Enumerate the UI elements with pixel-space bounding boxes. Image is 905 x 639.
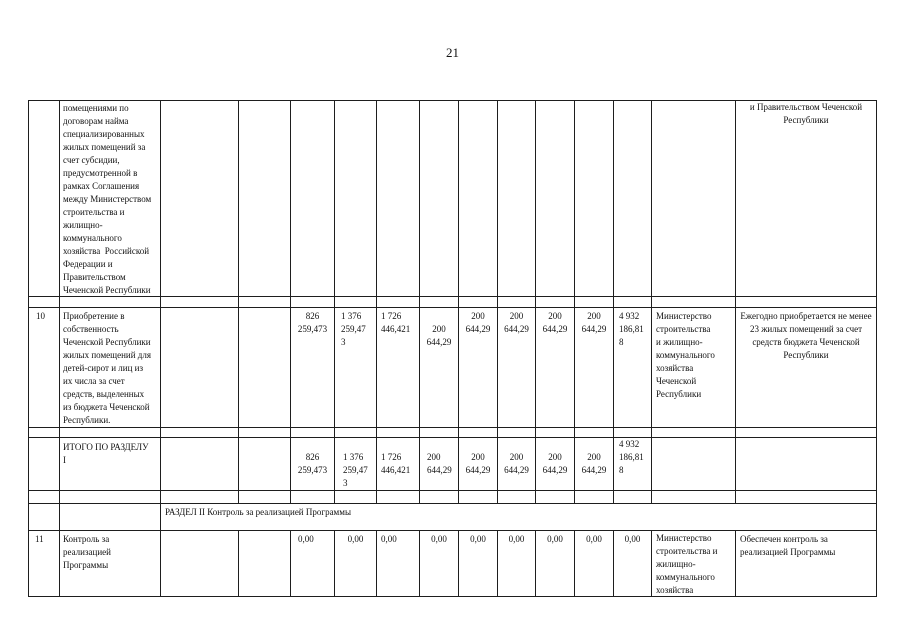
spacer-cell [291,428,334,437]
spacer-cell [652,297,735,307]
description-cell: Приобретение в собственность Чеченской Республики жилых помещений для детей-сирот и лиц из их числа за счет средств, выделенных из бюджета Чеченской Республики. [60,308,160,427]
empty-cell [614,101,651,296]
empty-cell [29,504,59,530]
spacer-cell [536,297,574,307]
amount-cell: 200 644,29 [498,308,535,427]
spacer-cell [291,297,334,307]
amount-cell: 200 644,29 [575,308,613,427]
empty-cell [29,101,59,296]
total-amount-cell: 4 932 186,81 8 [614,308,651,427]
amount-cell: 0,00 [420,531,458,596]
spacer-cell [614,297,651,307]
description-cell: Контроль за реализацией Программы [60,531,160,596]
spacer-cell [161,297,238,307]
row-number: 10 [29,308,59,427]
spacer-cell [377,297,419,307]
amount-cell: 0,00 [536,531,574,596]
amount-cell: 200 644,29 [459,438,497,490]
spacer-cell [60,491,160,503]
executor-cell: Министерство строительства и жилищно- коммунального хозяйства Чеченской Республики [652,308,735,427]
amount-cell: 200 644,29 [420,438,458,490]
spacer-cell [459,428,497,437]
spacer-cell [335,297,376,307]
spacer-cell [459,297,497,307]
empty-cell [335,101,376,296]
amount-cell: 200 644,29 [420,308,458,427]
amount-cell: 826 259,473 [291,438,334,490]
amount-cell: 0,00 [575,531,613,596]
spacer-cell [161,428,238,437]
spacer-cell [420,491,458,503]
amount-cell: 1 726 446,421 [377,438,419,490]
empty-cell [60,504,160,530]
amount-cell: 0,00 [498,531,535,596]
amount-cell: 200 644,29 [536,308,574,427]
empty-cell [161,438,238,490]
spacer-cell [498,428,535,437]
result-cell: Обеспечен контроль за реализацией Программы [736,531,876,596]
spacer-cell [335,491,376,503]
spacer-cell [29,297,59,307]
total-label: ИТОГО ПО РАЗДЕЛУ I [60,438,160,490]
spacer-cell [420,428,458,437]
empty-cell [736,438,876,490]
spacer-cell [736,428,876,437]
amount-cell: 200 644,29 [536,438,574,490]
empty-cell [459,101,497,296]
empty-cell [239,438,290,490]
spacer-cell [161,491,238,503]
empty-cell [239,101,290,296]
spacer-cell [575,428,613,437]
empty-cell [161,308,238,427]
empty-cell [420,101,458,296]
spacer-cell [420,297,458,307]
empty-cell [239,308,290,427]
amount-cell: 200 644,29 [459,308,497,427]
total-amount-cell: 4 932 186,81 8 [614,438,651,490]
empty-cell [29,438,59,490]
spacer-cell [335,428,376,437]
amount-cell: 0,00 [291,531,334,596]
spacer-cell [377,491,419,503]
spacer-cell [736,297,876,307]
spacer-cell [60,297,160,307]
amount-cell: 200 644,29 [498,438,535,490]
empty-cell [161,531,238,596]
amount-cell: 1 726 446,421 [377,308,419,427]
spacer-cell [377,428,419,437]
spacer-cell [498,297,535,307]
empty-cell [161,101,238,296]
amount-cell: 0,00 [459,531,497,596]
spacer-cell [498,491,535,503]
spacer-cell [29,428,59,437]
spacer-cell [614,428,651,437]
amount-cell: 1 376 259,47 3 [335,308,376,427]
result-cell: и Правительством Чеченской Республики [736,101,876,296]
amount-cell: 1 376 259,47 3 [335,438,376,490]
amount-cell: 0,00 [377,531,419,596]
spacer-cell [459,491,497,503]
spacer-cell [239,297,290,307]
result-cell: Ежегодно приобретается не менее 23 жилых помещений за счет средств бюджета Чеченской Республики [736,308,876,427]
amount-cell: 0,00 [335,531,376,596]
empty-cell [291,101,334,296]
spacer-cell [536,428,574,437]
empty-cell [536,101,574,296]
spacer-cell [575,491,613,503]
section-heading: РАЗДЕЛ II Контроль за реализацией Программы [161,504,876,530]
empty-cell [652,101,735,296]
empty-cell [498,101,535,296]
page-number: 21 [446,45,459,60]
spacer-cell [736,491,876,503]
description-cell: помещениями по договорам найма специализированных жилых помещений за счет субсидии, предусмотренной в рамках Соглашения между Министерством строительства и жилищно- коммунального хозяйства Российской Федерации и Правительством Чеченской Республики [60,101,160,296]
spacer-cell [536,491,574,503]
empty-cell [652,438,735,490]
amount-cell: 200 644,29 [575,438,613,490]
row-number: 11 [29,531,59,596]
spacer-cell [60,428,160,437]
executor-cell: Министерство строительства и жилищно- коммунального хозяйства [652,531,735,596]
spacer-cell [652,428,735,437]
spacer-cell [239,491,290,503]
total-amount-cell: 0,00 [614,531,651,596]
amount-cell: 826 259,473 [291,308,334,427]
spacer-cell [29,491,59,503]
spacer-cell [614,491,651,503]
spacer-cell [239,428,290,437]
spacer-cell [575,297,613,307]
program-table [28,100,877,597]
empty-cell [575,101,613,296]
empty-cell [239,531,290,596]
empty-cell [377,101,419,296]
spacer-cell [291,491,334,503]
spacer-cell [652,491,735,503]
